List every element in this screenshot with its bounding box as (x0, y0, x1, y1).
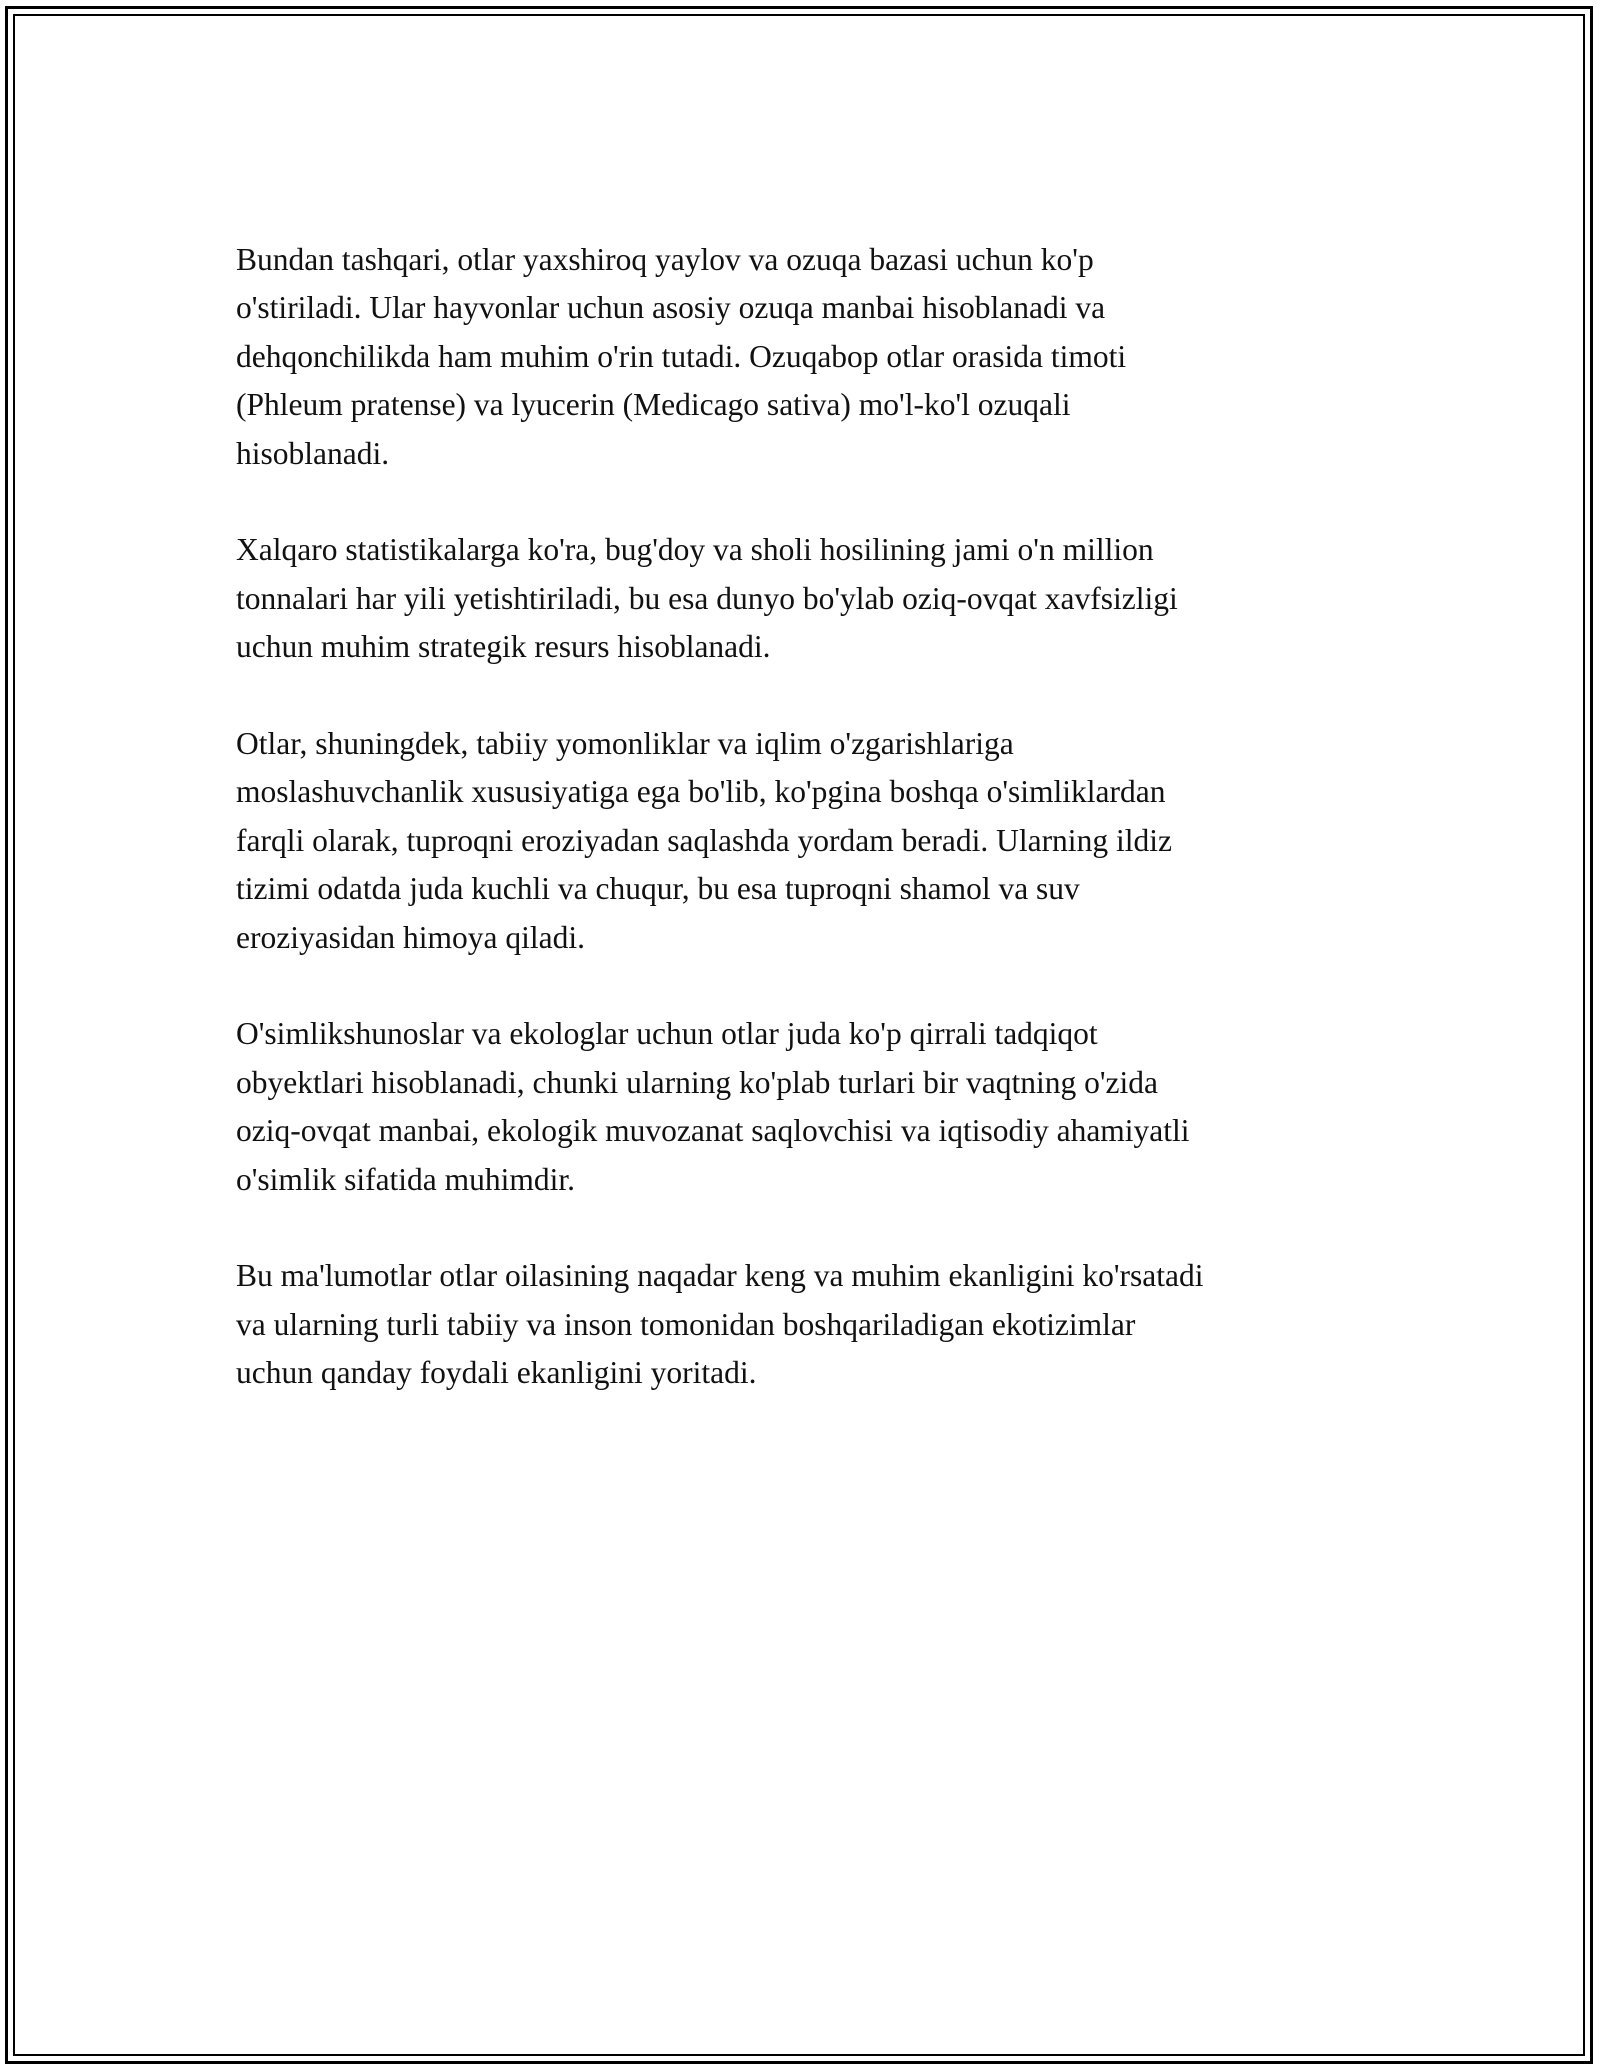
text-line: O'simlikshunoslar va ekologlar uchun otlar juda ko'p qirrali tadqiqot (236, 1016, 1098, 1052)
text-line: Bundan tashqari, otlar yaxshiroq yaylov va ozuqa bazasi uchun ko'p (236, 242, 1094, 277)
paragraph-3 (236, 720, 1366, 962)
text-line: farqli olarak, tuproqni eroziyadan saqlashda yordam beradi. Ularning ildiz (236, 822, 1172, 858)
text-line: Otlar, shuningdek, tabiiy yomonliklar va iqlim o'zgarishlariga (236, 726, 1014, 762)
text-line: uchun muhim strategik resurs hisoblanadi. (236, 629, 771, 665)
text-line: tizimi odatda juda kuchli va chuqur, bu esa tuproqni shamol va suv (236, 871, 1080, 907)
text-line: o'simlik sifatida muhimdir. (236, 1161, 576, 1197)
document-body (236, 236, 1366, 1446)
text-line: dehqonchilikda ham muhim o'rin tutadi. Ozuqabop otlar orasida timoti (236, 338, 1127, 374)
text-line: va ularning turli tabiiy va inson tomonidan boshqariladigan ekotizimlar (236, 1306, 1136, 1342)
text-line: (Phleum pratense) va lyucerin (Medicago sativa) mo'l-ko'l ozuqali (236, 387, 1071, 423)
text-line: Bu ma'lumotlar otlar oilasining naqadar keng va muhim ekanligini ko'rsatadi (236, 1258, 1204, 1294)
text-line: o'stiriladi. Ular hayvonlar uchun asosiy ozuqa manbai hisoblanadi va (236, 290, 1106, 326)
text-line: tonnalari har yili yetishtiriladi, bu esa dunyo bo'ylab oziq-ovqat xavfsizligi (236, 580, 1178, 616)
text-line: oziq-ovqat manbai, ekologik muvozanat saqlovchisi va iqtisodiy ahamiyatli (236, 1113, 1190, 1149)
text-line: obyektlari hisoblanadi, chunki ularning ko'plab turlari bir vaqtning o'zida (236, 1064, 1159, 1100)
text-line: uchun qanday foydali ekanligini yoritadi. (236, 1355, 757, 1391)
paragraph-2 (236, 526, 1366, 671)
text-line: hisoblanadi. (236, 435, 390, 471)
paragraph-5 (236, 1252, 1366, 1397)
paragraph-4 (236, 1010, 1366, 1204)
text-line: eroziyasidan himoya qiladi. (236, 919, 586, 955)
text-line: moslashuvchanlik xususiyatiga ega bo'lib, ko'pgina boshqa o'simliklardan (236, 774, 1166, 810)
paragraph-1 (236, 236, 1366, 478)
text-line: Xalqaro statistikalarga ko'ra, bug'doy va sholi hosilining jami o'n million (236, 532, 1154, 568)
